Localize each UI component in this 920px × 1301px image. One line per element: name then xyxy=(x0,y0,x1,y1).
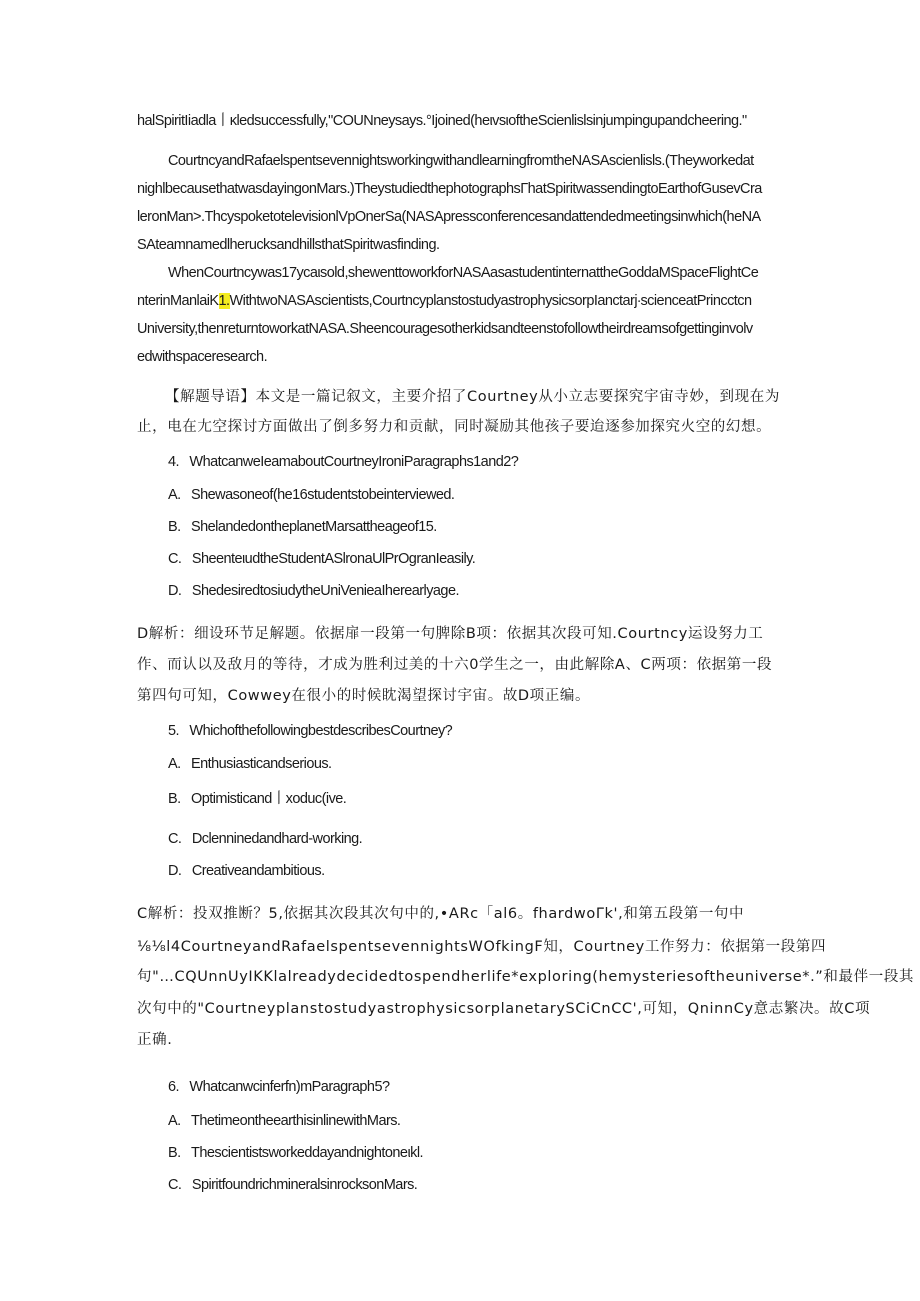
option-b: B. Optimisticand丨xoduc(ive. xyxy=(168,791,347,807)
option-a: A. Thetimeontheearthisinlinewith​Mars. xyxy=(168,1113,401,1129)
passage-line xyxy=(137,292,751,310)
passage-line: University,thenreturntoworkatNASA.Sheencouragesotherkidsandteenstofollowtheirdreamsofgettinginvolv xyxy=(137,321,753,337)
analysis-line: 句"…CQUnnUyIKKlalreadydecidedtospendherlife*exploring(hemysteriesoftheuniverse*.”和最伴一段其 xyxy=(137,969,915,985)
guide-line: 【解题导语】本文是一篇记叙文，主要介招了Courtney从小立志要探究宇宙寺妙，到现在为 xyxy=(165,389,780,405)
analysis-line: 正确. xyxy=(137,1032,173,1048)
passage-text: nterinManlaiK xyxy=(137,293,219,309)
analysis-line: 作、而认以及敌月的等待，才成为胜利过美的十六0学生之一，由此解除A、C两项：依据第一段 xyxy=(137,657,773,673)
guide-line: 止，电在尢空探讨方面做出了倒多努力和贡献，同时凝励其他孩子要迨逐参加探究火空的幻想。 xyxy=(137,419,772,435)
question-6: 6. Whatcanwcinferfn)mParagraph5? xyxy=(168,1079,390,1095)
option-a: A. Shewasoneof(he16studentstobeinterviewed. xyxy=(168,487,455,503)
passage-line: leronMan>.ThcyspoketotelevisionlVpOnerSa(NASApressconferencesandattendedmeetingsinwhich(heNA xyxy=(137,209,761,225)
analysis-line: C解析：投双推断？5,依据其次段其次句中的,•ARc「al6。fhardwoΓk',和第五段第一句中 xyxy=(137,906,745,922)
option-d: D. Creativeandambitious. xyxy=(168,863,325,879)
passage-line: WhenCourtncywas17ycaιsold,shewenttoworkforNASAasastudentinternattheGoddaMSpaceFlightCe xyxy=(168,265,759,281)
question-5: 5. WhichofthefollowingbestdescribesCourtney? xyxy=(168,723,453,739)
analysis-line: D解析：细设环节足解题。依据扉一段第一句脾除B项：依据其次段可知.Courtncy运设努力工 xyxy=(137,626,764,642)
option-b: B. Thescientistsworkeddayandnightoneιkl. xyxy=(168,1145,423,1161)
question-4: 4. WhatcanweIeamaboutCourtneyIroniParagraphs1and2? xyxy=(168,454,519,470)
option-b: B. ShelandedontheplanetMarsattheageof15. xyxy=(168,519,437,535)
option-c: C. SpiritfoundrichmineralsinrocksonMars. xyxy=(168,1177,418,1193)
analysis-line: 第四句可知，Cowwey在很小的时候眈渴望探讨宇宙。故D项正编。 xyxy=(137,688,591,704)
option-c: C. Dclennineda​ndhard-working. xyxy=(168,831,363,847)
highlight-mark: 1. xyxy=(218,293,230,309)
passage-line: CourtncyandRafaelspentsevennightsworkingwithandlearningfromtheNASAscienlisls.(Theyworkedat xyxy=(168,153,754,169)
analysis-line: 次句中的"CourtneyplanstostudyastrophysicsorplanetarySCiCnCC',可知，QninnCy意志繁决。故C项 xyxy=(137,1001,871,1017)
analysis-line: ⅛⅛l4CourtneyandRafaelspentsevennightsWOfkingF知，Courtney工作努力：依据第一段第四 xyxy=(137,939,827,955)
passage-line: nighlbecausethatwasdayingonMars.)TheystudiedthephotographsΓhatSpiritwassendingtoEarthofGusevCra xyxy=(137,181,762,197)
passage-line: halSpiritIiadla丨κledsuccessfully,"COUNneysays.°Ijoined(heιvsιoftheScienlislsinjumpingupandcheering." xyxy=(137,113,747,129)
passage-line: SAteamnamedlherucksandhillsthatSpiritwasfinding. xyxy=(137,237,440,253)
option-a: A. Enthusiasticandserious. xyxy=(168,756,332,772)
passage-text: WithtwoNASAscientists,CourtncyplanstostudyastrophysicsorpΙanctarj∙scienceatPrincctcn xyxy=(229,293,752,309)
passage-line: edwithspaceresearch. xyxy=(137,349,268,365)
option-d: D. ShedesiredtosiudytheUniVenieaIherearlyage. xyxy=(168,583,459,599)
option-c: C. SheenteιudtheStudentASlronaUlPrOgranIeasily. xyxy=(168,551,476,567)
